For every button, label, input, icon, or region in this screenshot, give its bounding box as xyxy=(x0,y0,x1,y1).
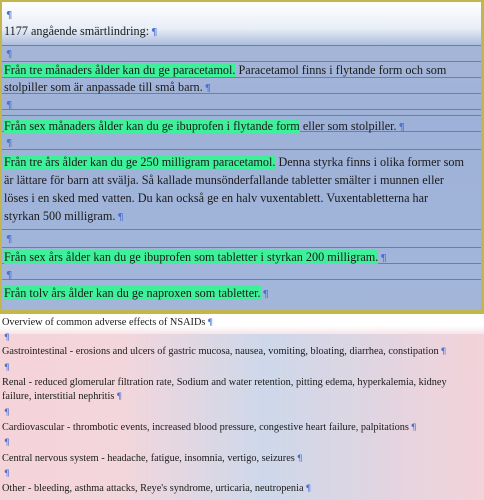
effect-text: erosions and ulcers of gastric mucosa, nausea, vomiting, bloating, diarrhea, constipation xyxy=(75,346,439,357)
effect-label: Gastrointestinal xyxy=(2,346,68,357)
body-text: löses i en sked med vatten. Du kan också ge en halv vuxentablett. Vuxentabletterna har xyxy=(4,191,429,205)
pilcrow-mark: ¶ xyxy=(6,234,13,245)
pilcrow-mark: ¶ xyxy=(204,83,212,94)
pilcrow-mark: ¶ xyxy=(380,253,387,264)
divider xyxy=(2,149,481,150)
highlighted-text: Från tolv års ålder kan du ge naproxen som tabletter. xyxy=(4,286,261,300)
paragraph-line xyxy=(4,173,444,188)
paragraph-empty xyxy=(2,436,10,450)
pilcrow-mark: ¶ xyxy=(6,100,13,111)
pilcrow-mark: ¶ xyxy=(4,469,10,479)
paragraph-paracetamol-3y xyxy=(4,155,464,170)
adverse-effect-cardiovascular xyxy=(2,421,417,435)
body-text: Denna styrka finns i olika former som xyxy=(275,155,464,169)
body-text: är lättare för barn att svälja. Så kallade munsönderfallande tabletter smälter i munnen eller xyxy=(4,173,444,187)
body-text: styrkan 500 milligram. xyxy=(4,209,116,223)
paragraph-ibuprofen-6y xyxy=(4,250,387,266)
adverse-effect-cns xyxy=(2,452,303,466)
pilcrow-mark: ¶ xyxy=(6,10,13,21)
doc-title xyxy=(2,316,213,330)
paragraph-empty xyxy=(4,231,12,247)
pilcrow-mark: ¶ xyxy=(4,333,10,343)
paragraph-empty xyxy=(4,135,12,151)
paragraph-empty xyxy=(4,97,12,113)
paragraph-paracetamol-3m xyxy=(4,63,446,78)
divider xyxy=(2,115,481,116)
effect-separator: - xyxy=(25,483,35,494)
pilcrow-mark: ¶ xyxy=(6,49,13,60)
paragraph-ibuprofen-6m xyxy=(4,119,405,135)
effect-label: Renal xyxy=(2,377,27,388)
pilcrow-mark: ¶ xyxy=(6,138,13,149)
effect-text: failure, interstitial nephritis xyxy=(2,391,115,402)
pilcrow-mark: ¶ xyxy=(296,454,303,464)
paragraph-empty xyxy=(4,46,12,62)
effect-label: Cardiovascular xyxy=(2,422,65,433)
divider xyxy=(2,45,481,46)
paragraph-line xyxy=(4,191,428,206)
pilcrow-mark: ¶ xyxy=(116,392,123,402)
pilcrow-mark: ¶ xyxy=(398,122,405,133)
swedish-document xyxy=(2,2,481,310)
effect-text: thrombotic events, increased blood pressure, congestive heart failure, palpitations xyxy=(72,422,409,433)
pilcrow-mark: ¶ xyxy=(117,212,124,223)
effect-separator: - xyxy=(67,346,76,357)
divider xyxy=(2,247,481,248)
paragraph-line xyxy=(4,209,124,225)
title-text: Overview of common adverse effects of NSAIDs xyxy=(2,317,206,328)
paragraph-empty xyxy=(2,406,10,420)
adverse-effect-renal-cont xyxy=(2,390,122,404)
paragraph-empty xyxy=(4,267,12,283)
paragraph-empty xyxy=(4,7,12,23)
adverse-effect-gastrointestinal xyxy=(2,345,446,359)
pilcrow-mark: ¶ xyxy=(440,347,447,357)
effect-label: Other xyxy=(2,483,26,494)
pilcrow-mark: ¶ xyxy=(4,363,10,373)
pilcrow-mark: ¶ xyxy=(410,423,417,433)
divider xyxy=(2,109,481,110)
divider xyxy=(2,279,481,280)
english-document xyxy=(0,314,484,500)
effect-label: Central nervous system xyxy=(2,453,99,464)
paragraph-heading xyxy=(4,24,157,40)
adverse-effect-renal xyxy=(2,376,447,389)
effect-separator: - xyxy=(64,422,73,433)
heading-text: 1177 angående smärtlindring: xyxy=(4,24,150,38)
highlighted-text: Från sex månaders ålder kan du ge ibuprofen i flytande form xyxy=(4,119,300,133)
pilcrow-mark: ¶ xyxy=(262,289,269,300)
effect-text: bleeding, asthma attacks, Reye's syndrome, urticaria, neutropenia xyxy=(34,483,304,494)
body-text: Paracetamol finns i flytande form och som xyxy=(235,63,447,77)
paragraph-naproxen-12y xyxy=(4,286,269,302)
paragraph-line xyxy=(4,80,211,96)
paragraph-empty xyxy=(2,361,10,375)
divider xyxy=(2,229,481,230)
divider xyxy=(2,61,481,62)
body-text: eller som stolpiller. xyxy=(299,119,397,133)
paragraph-empty xyxy=(2,331,10,345)
effect-text: headache, fatigue, insomnia, vertigo, seizures xyxy=(107,453,295,464)
pilcrow-mark: ¶ xyxy=(6,270,13,281)
adverse-effect-other xyxy=(2,482,311,496)
pilcrow-mark: ¶ xyxy=(207,318,214,328)
pilcrow-mark: ¶ xyxy=(151,27,158,38)
effect-separator: - xyxy=(98,453,108,464)
pilcrow-mark: ¶ xyxy=(4,408,10,418)
highlighted-text: Från tre års ålder kan du ge 250 milligram paracetamol. xyxy=(4,155,276,169)
pilcrow-mark: ¶ xyxy=(305,484,312,494)
pilcrow-mark: ¶ xyxy=(4,438,10,448)
effect-text: reduced glomerular filtration rate, Sodium and water retention, pitting edema, hyperkalemia, kidney xyxy=(34,377,447,388)
highlighted-text: Från tre månaders ålder kan du ge paracetamol. xyxy=(4,63,236,77)
effect-separator: - xyxy=(26,377,35,388)
highlighted-text: Från sex års ålder kan du ge ibuprofen som tabletter i styrkan 200 milligram. xyxy=(4,250,379,264)
paragraph-empty xyxy=(2,467,10,481)
body-text: stolpiller som är anpassade till små barn. xyxy=(4,80,203,94)
